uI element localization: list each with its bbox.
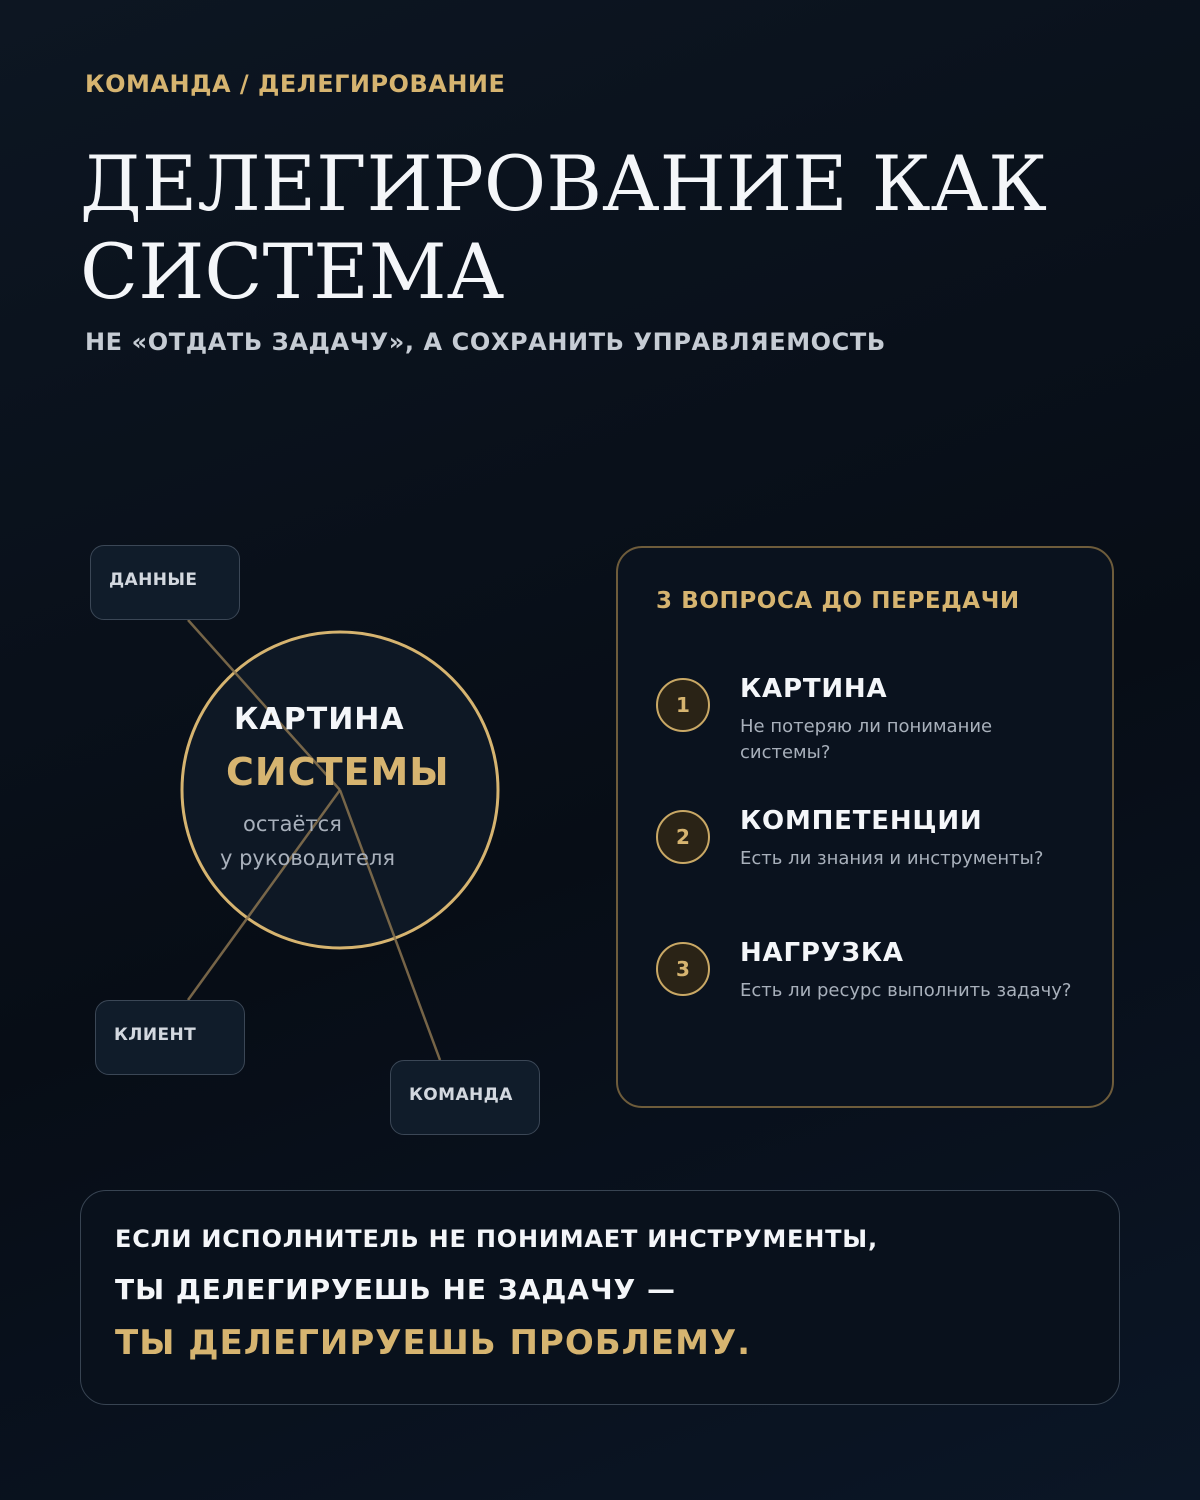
center-title: КАРТИНА xyxy=(234,702,405,737)
breadcrumb: КОМАНДА / ДЕЛЕГИРОВАНИЕ xyxy=(85,70,506,98)
quote-highlight: ТЫ ДЕЛЕГИРУЕШЬ ПРОБЛЕМУ. xyxy=(115,1323,752,1363)
node-data: ДАННЫЕ xyxy=(90,545,240,620)
panel-title: 3 ВОПРОСА ДО ПЕРЕДАЧИ xyxy=(656,588,1020,614)
question-title: НАГРУЗКА xyxy=(740,938,904,968)
question-text: Есть ли ресурс выполнить задачу? xyxy=(740,980,1072,1001)
question-number-badge: 1 xyxy=(656,678,710,732)
quote-line-1: ЕСЛИ ИСПОЛНИТЕЛЬ НЕ ПОНИМАЕТ ИНСТРУМЕНТЫ, xyxy=(115,1225,878,1253)
question-title: КАРТИНА xyxy=(740,674,888,704)
center-caption-2: у руководителя xyxy=(220,846,395,870)
node-team: КОМАНДА xyxy=(390,1060,540,1135)
node-client: КЛИЕНТ xyxy=(95,1000,245,1075)
question-number-badge: 2 xyxy=(656,810,710,864)
quote-box xyxy=(80,1190,1120,1405)
center-caption: остаётся xyxy=(243,812,342,836)
question-text: Есть ли знания и инструменты? xyxy=(740,848,1044,869)
page-title: ДЕЛЕГИРОВАНИЕ КАК СИСТЕМА xyxy=(80,139,1047,316)
question-text: Не потеряю ли понимание системы? xyxy=(740,716,993,763)
question-number-badge: 3 xyxy=(656,942,710,996)
page-subtitle: НЕ «ОТДАТЬ ЗАДАЧУ», А СОХРАНИТЬ УПРАВЛЯЕМОСТЬ xyxy=(85,328,886,356)
center-highlight: СИСТЕМЫ xyxy=(226,750,450,794)
question-title: КОМПЕТЕНЦИИ xyxy=(740,806,983,836)
quote-line-2: ТЫ ДЕЛЕГИРУЕШЬ НЕ ЗАДАЧУ — xyxy=(115,1273,676,1306)
questions-panel xyxy=(616,546,1114,1108)
